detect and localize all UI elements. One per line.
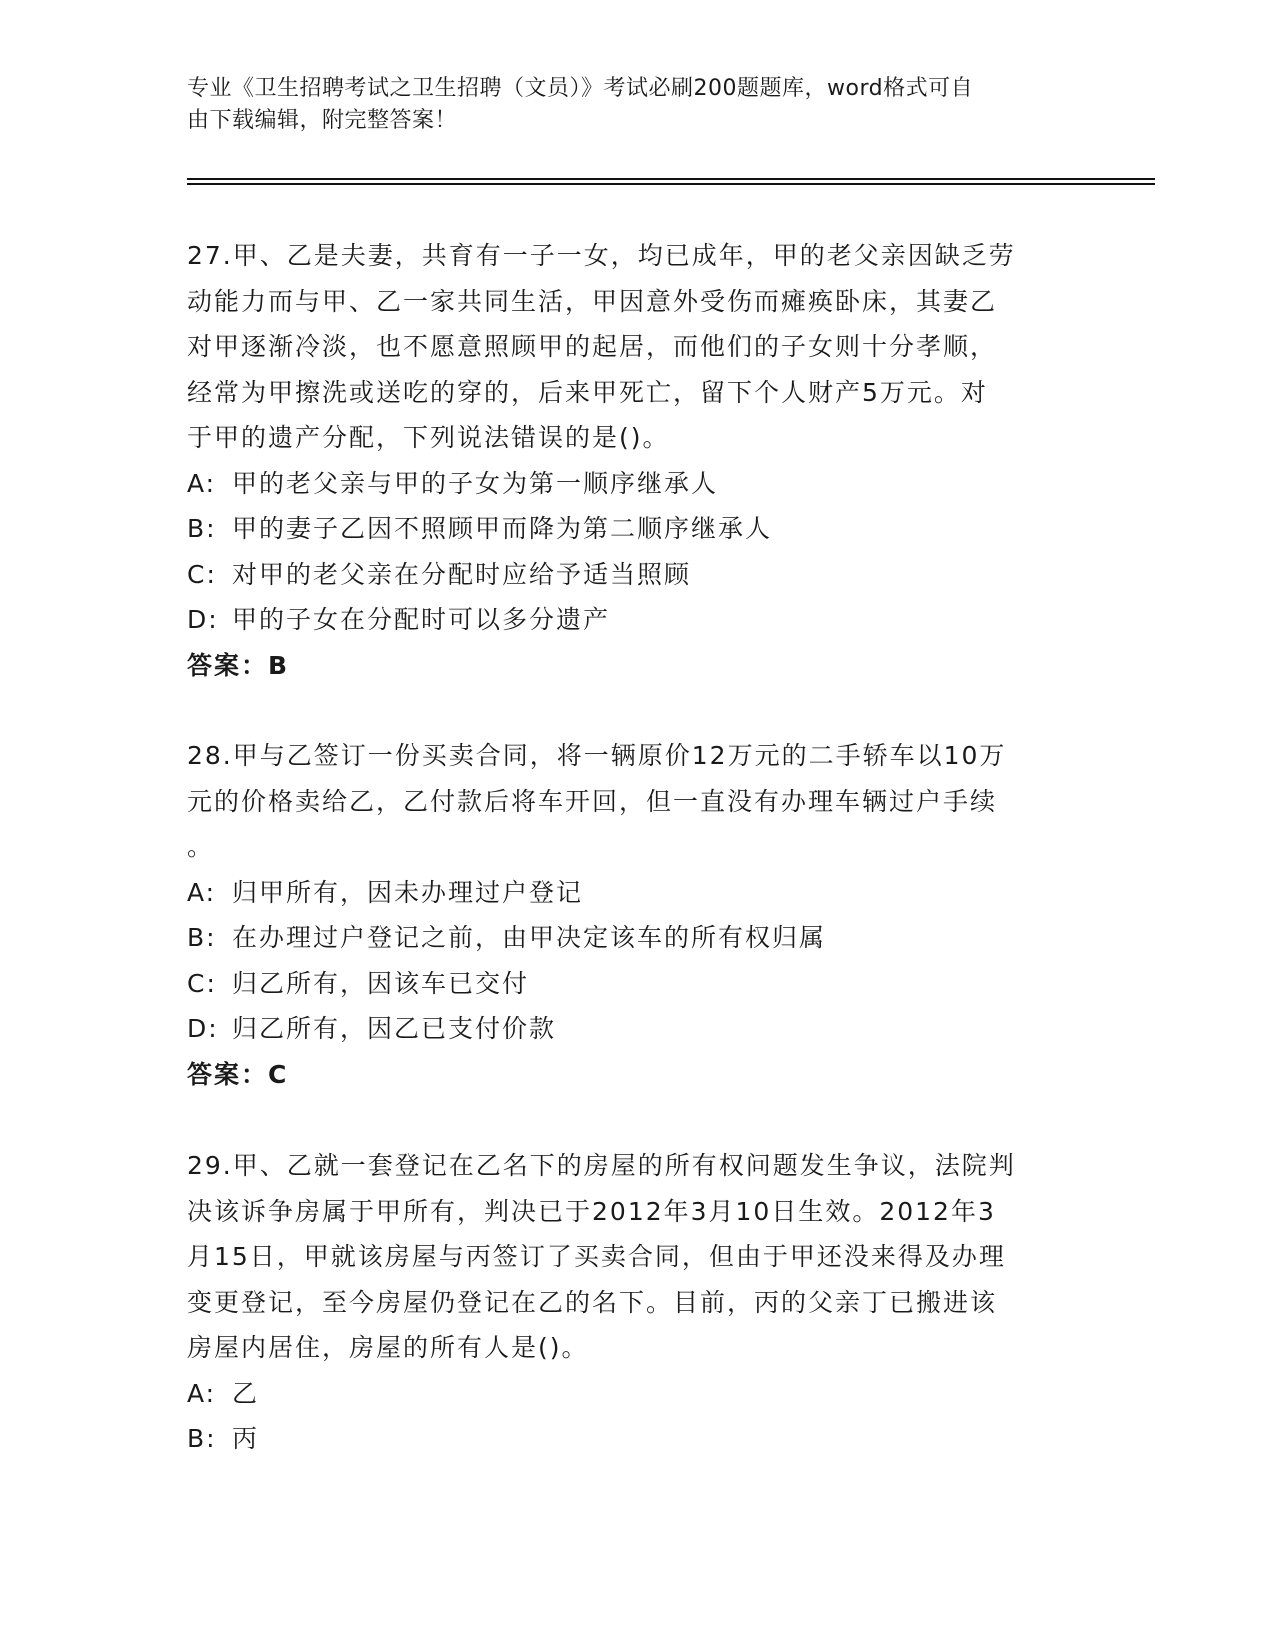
document-header: [187, 73, 1067, 137]
answer-value: B: [268, 650, 289, 680]
option-text: 丙: [232, 1424, 260, 1453]
option-key: A:: [187, 877, 217, 907]
option-key: B:: [187, 1424, 217, 1453]
stem-line: 29.甲、乙就一套登记在乙名下的房屋的所有权问题发生争议，法院判: [187, 1151, 1016, 1180]
option-key: A:: [187, 1378, 217, 1408]
option-a: [187, 1371, 1087, 1417]
stem-line: 变更登记，至今房屋仍登记在乙的名下。目前，丙的父亲丁已搬进该: [187, 1287, 998, 1317]
option-key: D:: [187, 1014, 219, 1043]
header-line-1: 专业《卫生招聘考试之卫生招聘（文员）》考试必刷200题题库，word格式可自: [187, 76, 974, 101]
question-28: [187, 733, 1087, 1097]
stem-line: 27.甲、乙是夫妻，共育有一子一女，均已成年，甲的老父亲因缺乏劳: [187, 241, 1016, 270]
option-b: [187, 506, 1087, 552]
stem-line: 。: [187, 832, 215, 861]
stem-line: 经常为甲擦洗或送吃的穿的，后来甲死亡，留下个人财产5万元。对: [187, 377, 988, 407]
stem-line: 月15日，甲就该房屋与丙签订了买卖合同，但由于甲还没来得及办理: [187, 1242, 1006, 1271]
question-stem: [187, 233, 1087, 461]
header-divider-bottom: [187, 183, 1155, 185]
option-c: [187, 552, 1087, 598]
option-key: D:: [187, 605, 219, 634]
option-d: [187, 1006, 1087, 1052]
question-29: [187, 1143, 1087, 1462]
option-key: C:: [187, 559, 217, 589]
option-key: C:: [187, 968, 217, 998]
option-text: 甲的妻子乙因不照顾甲而降为第二顺序继承人: [232, 514, 773, 543]
option-text: 对甲的老父亲在分配时应给予适当照顾: [232, 559, 692, 589]
question-stem: [187, 733, 1087, 870]
option-text: 乙: [232, 1378, 260, 1408]
option-c: [187, 961, 1087, 1007]
answer-line: [187, 643, 1087, 689]
stem-line: 房屋内居住，房屋的所有人是()。: [187, 1333, 589, 1362]
option-key: B:: [187, 923, 217, 952]
option-text: 归乙所有，因乙已支付价款: [232, 1014, 557, 1043]
option-b: [187, 915, 1087, 961]
stem-line: 于甲的遗产分配，下列说法错误的是()。: [187, 423, 670, 452]
stem-line: 元的价格卖给乙，乙付款后将车开回，但一直没有办理车辆过户手续: [187, 786, 998, 816]
option-d: [187, 597, 1087, 643]
answer-label: 答案：: [187, 650, 269, 680]
answer-label: 答案：: [187, 1059, 269, 1089]
stem-line: 决该诉争房属于甲所有，判决已于2012年3月10日生效。2012年3: [187, 1196, 996, 1226]
stem-line: 对甲逐渐冷淡，也不愿意照顾甲的起居，而他们的子女则十分孝顺，: [187, 332, 998, 361]
answer-line: [187, 1052, 1087, 1098]
option-a: [187, 870, 1087, 916]
option-a: [187, 461, 1087, 507]
option-text: 归甲所有，因未办理过户登记: [232, 877, 584, 907]
option-text: 在办理过户登记之前，由甲决定该车的所有权归属: [232, 923, 827, 952]
question-stem: [187, 1143, 1087, 1371]
stem-line: 28.甲与乙签订一份买卖合同，将一辆原价12万元的二手轿车以10万: [187, 741, 1007, 770]
option-key: A:: [187, 468, 217, 498]
option-key: B:: [187, 514, 217, 543]
answer-value: C: [268, 1059, 288, 1089]
question-27: [187, 233, 1087, 688]
option-b: [187, 1416, 1087, 1462]
option-text: 归乙所有，因该车已交付: [232, 968, 530, 998]
stem-line: 动能力而与甲、乙一家共同生活，甲因意外受伤而瘫痪卧床，其妻乙: [187, 286, 998, 316]
option-text: 甲的老父亲与甲的子女为第一顺序继承人: [232, 468, 719, 498]
option-text: 甲的子女在分配时可以多分遗产: [232, 605, 611, 634]
header-divider-top: [187, 178, 1155, 180]
header-line-2: 由下载编辑，附完整答案！: [187, 108, 458, 133]
